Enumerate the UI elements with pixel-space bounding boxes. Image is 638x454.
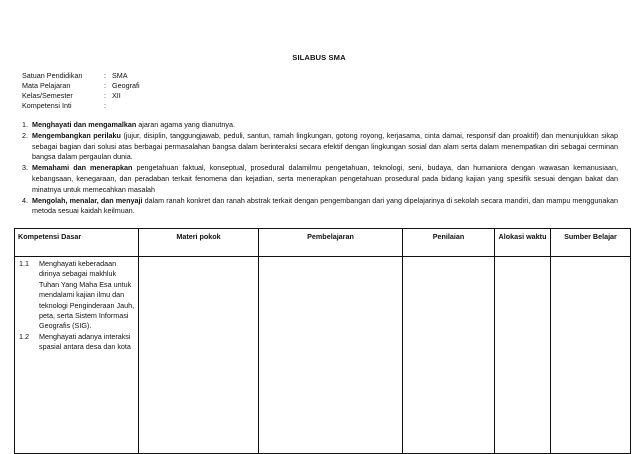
kompetensi-inti-item — [22, 196, 618, 218]
kompetensi-inti-number: 2. — [22, 130, 28, 140]
meta-value: SMA — [112, 71, 128, 80]
kompetensi-inti-number: 3. — [22, 163, 28, 173]
meta-row — [22, 81, 140, 91]
meta-label: Mata Pelajaran — [22, 81, 71, 90]
meta-colon: : — [104, 101, 106, 110]
kompetensi-inti-number: 4. — [22, 195, 28, 205]
sumber-belajar-cell — [551, 257, 631, 454]
meta-value: Geografi — [112, 81, 140, 90]
header-sumber-belajar: Sumber Belajar — [551, 229, 631, 257]
meta-label: Kompetensi Inti — [22, 101, 72, 110]
kompetensi-inti-text — [32, 120, 618, 131]
header-materi-pokok: Materi pokok — [139, 229, 259, 257]
meta-row — [22, 101, 140, 111]
meta-label: Satuan Pendidikan — [22, 71, 83, 80]
table-row — [15, 257, 631, 454]
syllabus-table — [14, 228, 631, 454]
kompetensi-inti-keyword: Memahami dan menerapkan — [32, 163, 133, 173]
document-title: SILABUS SMA — [292, 53, 346, 62]
kompetensi-inti-item — [22, 131, 618, 163]
kompetensi-dasar-item — [19, 259, 136, 332]
kompetensi-inti-keyword: Mengolah, menalar, dan menyaji — [32, 195, 143, 205]
alokasi-waktu-cell — [495, 257, 551, 454]
header-alokasi-waktu: Alokasi waktu — [495, 229, 551, 257]
materi-pokok-cell — [139, 257, 259, 454]
pembelajaran-cell — [259, 257, 403, 454]
kompetensi-inti-text — [32, 196, 618, 218]
kompetensi-dasar-cell — [15, 257, 139, 454]
meta-colon: : — [104, 71, 106, 80]
header-kompetensi-dasar: Kompetensi Dasar — [15, 229, 139, 257]
meta-row — [22, 91, 140, 101]
kompetensi-dasar-list — [15, 257, 138, 353]
kompetensi-inti-keyword: Mengembangkan perilaku — [32, 130, 121, 140]
kompetensi-inti-description: dalam ranah konkret dan ranah abstrak terkait dengan pengembangan dari yang dipelajarinya di sekolah secara mandiri, dan mampu menggunakan metoda sesuai kaidah keilmuan. — [32, 195, 618, 216]
kompetensi-dasar-item — [19, 332, 136, 353]
meta-colon: : — [104, 91, 106, 100]
penilaian-cell — [403, 257, 495, 454]
kompetensi-inti-keyword: Menghayati dan mengamalkan — [32, 120, 137, 129]
meta-value: XII — [112, 91, 121, 100]
kompetensi-inti-list — [22, 120, 618, 217]
syllabus-table-wrap — [14, 228, 630, 454]
header-pembelajaran: Pembelajaran — [259, 229, 403, 257]
kompetensi-inti-item — [22, 163, 618, 195]
syllabus-meta — [22, 71, 140, 111]
kompetensi-dasar-number: 1.1 — [19, 259, 29, 268]
kompetensi-inti-item — [22, 120, 618, 131]
header-penilaian: Penilaian — [403, 229, 495, 257]
kompetensi-inti-text — [32, 131, 618, 163]
meta-label: Kelas/Semester — [22, 91, 73, 100]
kompetensi-inti-description: ajaran agama yang dianutnya. — [136, 120, 235, 129]
kompetensi-dasar-text: Menghayati keberadaan dirinya sebagai makhluk Tuhan Yang Maha Esa untuk mendalami kajian ilmu dan teknologi Penginderaan Jauh, peta, serta Sistem Informasi Geografis (SIG). — [39, 259, 135, 331]
kompetensi-dasar-text: Menghayati adanya interaksi spasial antara desa dan kota — [39, 331, 131, 352]
kompetensi-inti-text — [32, 163, 618, 195]
kompetensi-inti-description: (jujur, disiplin, tanggungjawab, peduli, santun, ramah lingkungan, gotong royong, kerjasama, cinta damai, responsif dan proaktif) dan menunjukkan sikap sebagai bagian dari solusi atas berbagai permasalahan bangsa dalam berinteraksi secara efektif dengan lingkungan sosial dan alam serta dalam menempatkan diri sebagai cerminan bangsa dalam pergaulan dunia. — [32, 130, 618, 162]
kompetensi-dasar-number: 1.2 — [19, 331, 29, 341]
kompetensi-inti-number: 1. — [22, 120, 28, 129]
table-header-row — [15, 229, 631, 257]
meta-colon: : — [104, 81, 106, 90]
kompetensi-inti-description: pengetahuan faktual, konseptual, prosedural dalamilmu pengetahuan, teknologi, seni, budaya, dan humaniora dengan wawasan kemanusiaan, kebangsaan, kenegaraan, dan peradaban terkait fenomena dan kejadian, serta menerapkan pengetahuan prosedural pada bidang kajian yang spesifik sesuai dengan bakat dan minatnya untuk memecahkan masalah — [32, 163, 618, 194]
meta-row — [22, 71, 140, 81]
